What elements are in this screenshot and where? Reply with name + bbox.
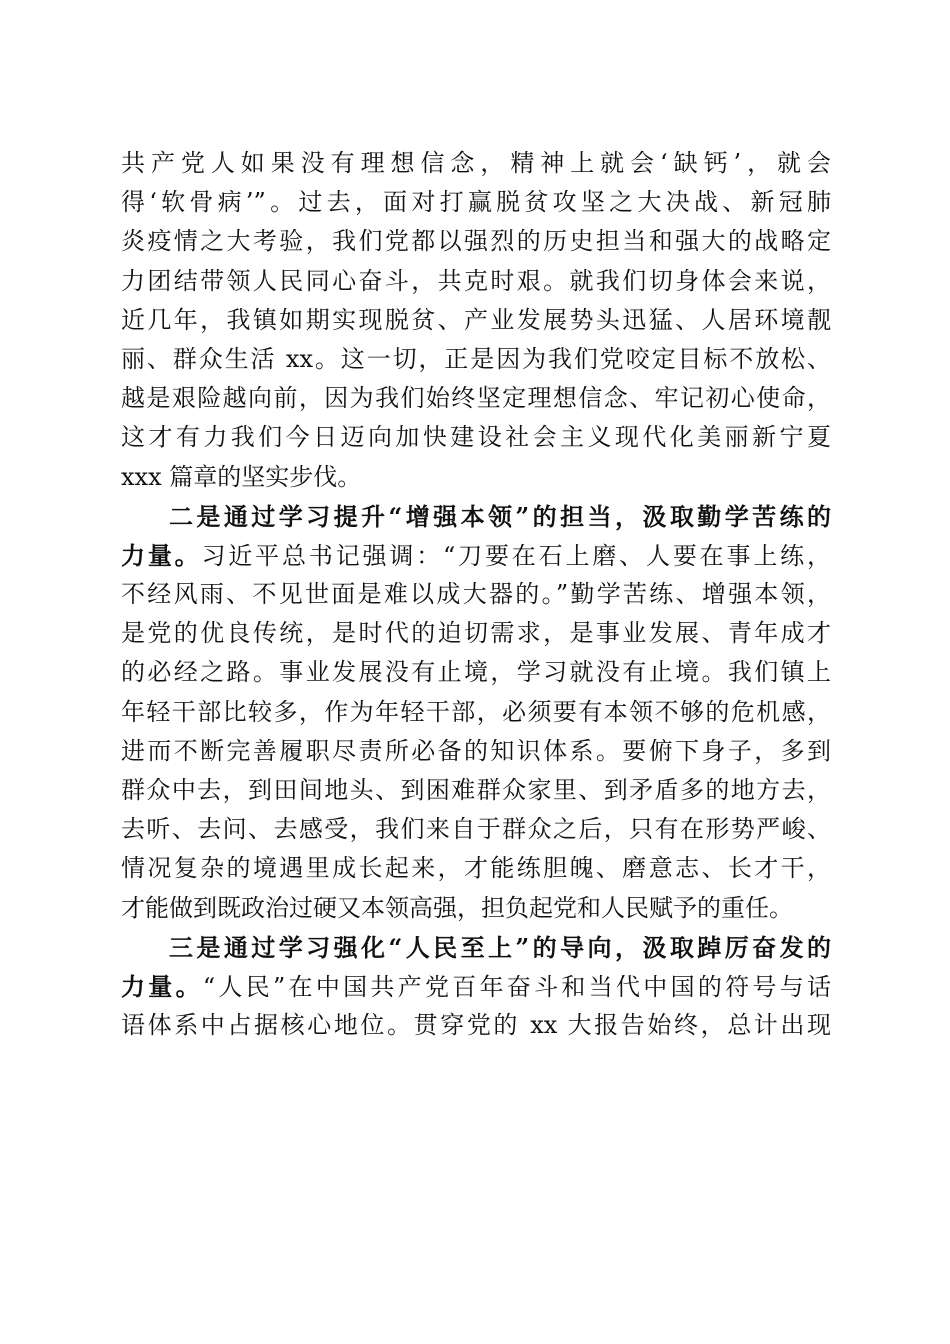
paragraph-2 [121,497,831,928]
text-line [121,967,831,1006]
paragraph-heading-line: 三是通过学习强化“人民至上”的导向，汲取踔厉奋发的 [169,932,831,962]
paragraph-heading-tail: 力量。 [121,540,202,570]
text-line: 的必经之路。事业发展没有止境，学习就没有止境。我们镇上 [121,658,831,687]
text-line: 共产党人如果没有理想信念，精神上就会‘缺钙’，就会 [121,149,831,177]
text-line: 是党的优良传统，是时代的迫切需求，是事业发展、青年成才 [121,619,831,648]
text-line: 去听、去问、去感受，我们来自于群众之后，只有在形势严峻、 [121,815,831,844]
text-line-rest: 习近平总书记强调：“刀要在石上磨、人要在事上练， [201,541,831,570]
text-line: xxx 篇章的坚实步伐。 [121,462,362,491]
paragraph-3 [121,928,831,1046]
text-line: 才能做到既政治过硬又本领高强，担负起党和人民赋予的重任。 [121,893,793,922]
paragraph-heading-tail: 力量。 [121,971,203,1001]
paragraph-heading-line: 二是通过学习提升“增强本领”的担当，汲取勤学苦练的 [169,501,831,531]
text-line: 不经风雨、不见世面是难以成大器的。”勤学苦练、增强本领， [121,580,831,609]
text-line: 情况复杂的境遇里成长起来，才能练胆魄、磨意志、长才干， [121,854,831,883]
text-line [121,536,831,575]
text-line: 进而不断完善履职尽责所必备的知识体系。要俯下身子，多到 [121,736,831,765]
text-line: 年轻干部比较多，作为年轻干部，必须要有本领不够的危机感， [121,697,831,726]
text-line: 语体系中占据核心地位。贯穿党的 xx 大报告始终，总计出现 [121,1011,831,1040]
paragraph-1 [121,144,831,497]
text-line: 丽、群众生活 xx。这一切，正是因为我们党咬定目标不放松、 [121,344,831,373]
text-line: 群众中去，到田间地头、到困难群众家里、到矛盾多的地方去， [121,776,831,804]
body-text [121,144,831,1045]
text-line: 炎疫情之大考验，我们党都以强烈的历史担当和强大的战略定 [121,227,831,256]
text-line: 这才有力我们今日迈向加快建设社会主义现代化美丽新宁夏 [121,423,831,452]
text-line: 越是艰险越向前，因为我们始终坚定理想信念、牢记初心使命， [121,384,831,413]
text-line-rest: “人民”在中国共产党百年奋斗和当代中国的符号与话 [202,972,832,1001]
text-line: 得‘软骨病’”。过去，面对打赢脱贫攻坚之大决战、新冠肺 [121,188,831,217]
text-line: 近几年，我镇如期实现脱贫、产业发展势头迅猛、人居环境靓 [121,305,831,334]
text-line: 力团结带领人民同心奋斗，共克时艰。就我们切身体会来说， [121,266,831,295]
